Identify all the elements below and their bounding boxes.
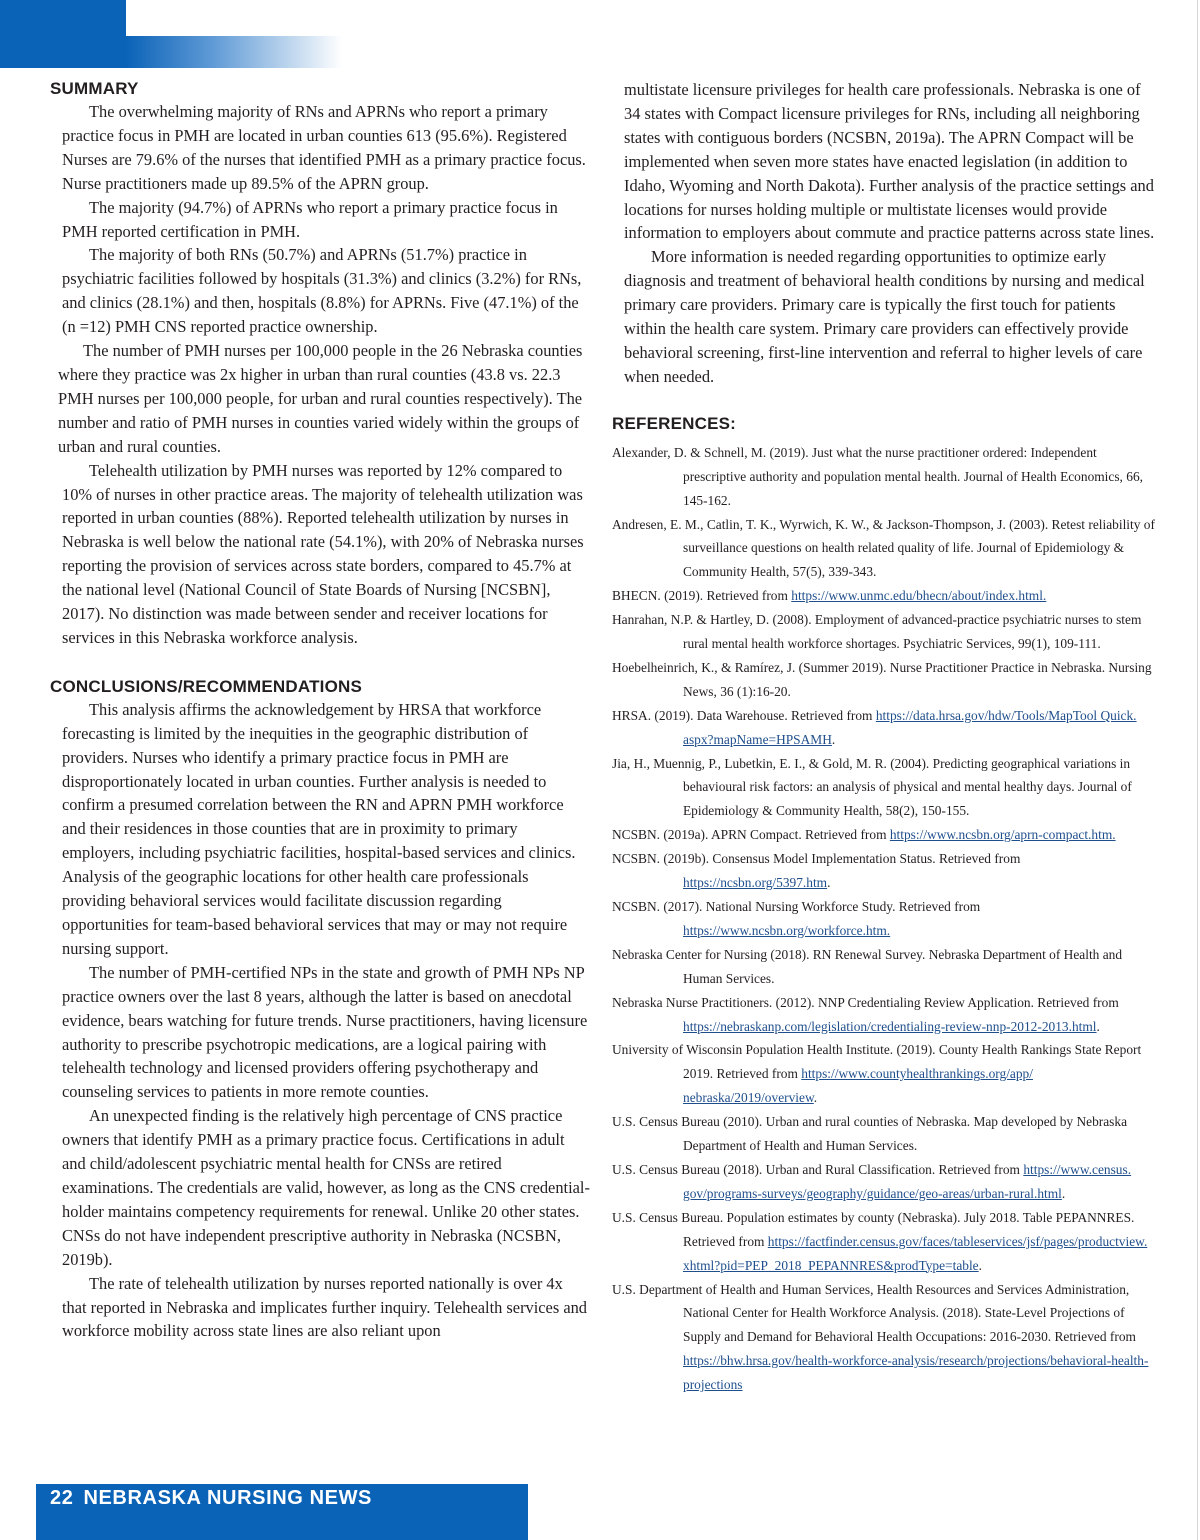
reference-item [612,1278,1157,1398]
reference-text: NCSBN. (2019b). Consensus Model Implementation Status. Retrieved from [612,851,1021,867]
conclusions-continued-paragraph: More information is needed regarding opportunities to optimize early diagnosis and treatment of behavioral health conditions by nursing and medical primary care providers. Primary care is typically the first touch for patients within the health care system. Primary care providers can effectively provide behavioral screening, first-line intervention and referral to higher levels of care when needed. [624,247,1145,386]
reference-item [612,584,1157,608]
conclusions-heading: CONCLUSIONS/RECOMMENDATIONS [50,676,363,696]
reference-text: U.S. Department of Health and Human Services, Health Resources and Services Administration, National Center for Health Workforce Analysis. (2018). State-Level Projections of Supply and Demand for Behavioral Health Occupations: 2016-2030. Retrieved from [612,1281,1136,1345]
reference-item [612,513,1157,585]
reference-link[interactable]: https://www.ncsbn.org/aprn-compact.htm. [889,827,1116,843]
reference-item [612,943,1157,991]
reference-text: Hanrahan, N.P. & Hartley, D. (2008). Employment of advanced-practice psychiatric nurses to stem rural mental health workforce shortages. Psychiatric Services, 99(1), 109-111. [612,612,1142,652]
reference-text: U.S. Census Bureau (2010). Urban and rural counties of Nebraska. Map developed by Nebraska Department of Health and Human Services. [612,1114,1128,1154]
reference-text: Nebraska Center for Nursing (2018). RN Renewal Survey. Nebraska Department of Health and Human Services. [612,946,1123,986]
reference-text: Hoebelheinrich, K., & Ramírez, J. (Summer 2019). Nurse Practitioner Practice in Nebraska. Nursing News, 36 (1):16-20. [612,659,1152,699]
reference-link[interactable]: https://www.unmc.edu/bhecn/about/index.html. [791,588,1047,604]
reference-item [612,608,1157,656]
reference-link[interactable]: https://nebraskanp.com/legislation/credentialing-review-nnp-2012-2013.html [683,1018,1097,1034]
reference-item [612,441,1157,513]
reference-link[interactable]: https://ncsbn.org/5397.htm [683,875,828,891]
reference-item [612,823,1157,847]
summary-paragraph: The overwhelming majority of RNs and APRNs who report a primary practice focus in PMH are located in urban counties 613 (95.6%). Registered Nurses are 79.6% of the nurses that identified PMH as a primary practice focus. Nurse practitioners made up 89.5% of the APRN group. [62,102,586,193]
conclusions-paragraph: The rate of telehealth utilization by nurses reported nationally is over 4x that reported in Nebraska and implicates further inquiry. Telehealth services and workforce mobility across state lines are also reliant upon [62,1273,587,1341]
reference-text: U.S. Census Bureau (2018). Urban and Rural Classification. Retrieved from [612,1161,1024,1177]
reference-text: Andresen, E. M., Catlin, T. K., Wyrwich, K. W., & Jackson-Thompson, J. (2003). Retest reliability of surveillance questions on health related quality of life. Journal of Epidemiology & Community Health, 57(5), 339-343. [612,516,1155,580]
reference-item [612,704,1157,752]
conclusions-paragraph: This analysis affirms the acknowledgement by HRSA that workforce forecasting is limited by the inequities in the geographic distribution of providers. Nurses who identify a primary practice focus in PMH are disproportionately located in urban counties. Further analysis is needed to confirm a presumed correlation between the RN and APRN PMH workforce and their residences in those counties that are in proximity to primary employers, including psychiatric facilities, hospital-based services and clinics. Analysis of the geographic locations for other health care professionals providing behavioral services would facilitate discussion regarding opportunities for team-based behavioral services that may or may not require nursing support. [62,699,576,958]
reference-item [612,656,1157,704]
reference-text: University of Wisconsin Population Health Institute. (2019). County Health Rankings State Report 2019. Retrieved from [612,1042,1142,1082]
reference-item [612,1206,1157,1278]
reference-item [612,1110,1157,1158]
reference-tail: . [1061,1185,1066,1201]
reference-item [612,752,1157,824]
summary-body [50,100,590,650]
conclusions-body [50,698,590,1343]
reference-link[interactable]: https://www.census. gov/programs-surveys/geography/guidance/geo-areas/urban-rural.html [683,1161,1132,1201]
right-column [612,78,1157,1397]
summary-paragraph: The number of PMH nurses per 100,000 people in the 26 Nebraska counties where they practice was 2x higher in urban than rural counties (43.8 vs. 22.3 PMH nurses per 100,000 people, for urban and rural counties respectively). The number and ratio of PMH nurses in counties varied widely within the groups of urban and rural counties. [58,341,583,456]
reference-link[interactable]: https://factfinder.census.gov/faces/tableservices/jsf/pages/productview. xhtml?pid=PEP_2018_PEPANNRES&prodType=table [683,1233,1148,1273]
references-list [612,441,1157,1397]
reference-text: Nebraska Nurse Practitioners. (2012). NNP Credentialing Review Application. Retrieved from [612,994,1119,1010]
header-gradient-bar [126,36,342,68]
reference-text: BHECN. (2019). Retrieved from [612,588,792,604]
conclusions-paragraph: An unexpected finding is the relatively high percentage of CNS practice owners that identify PMH as a primary practice focus. Certifications in adult and child/adolescent psychiatric mental health for CNSs are retired examinations. The credentials are valid, however, as long as the CNS credential-holder maintains competency requirements for renewal. Unlike 20 other states. CNSs do not have independent prescriptive authority in Nebraska (NCSBN, 2019b). [62,1106,590,1269]
page-number: 22 [50,1487,74,1509]
reference-item [612,991,1157,1039]
summary-paragraph: The majority of both RNs (50.7%) and APRNs (51.7%) practice in psychiatric facilities followed by hospitals (31.3%) and clinics (3.2%) for RNs, and clinics (28.1%) and then, hospitals (8.8%) for APRNs. Five (47.1%) of the (n =12) PMH CNS reported practice ownership. [62,245,582,337]
reference-item [612,1038,1157,1110]
reference-text: Jia, H., Muennig, P., Lubetkin, E. I., & Gold, M. R. (2004). Predicting geographical variations in behavioural risk factors: an analysis of physical and mental healthy days. Journal of Epidemiology & Community Health, 58(2), 150-155. [612,755,1132,819]
left-column [50,78,590,1343]
conclusions-continued-paragraph: multistate licensure privileges for health care professionals. Nebraska is one of 34 states with Compact licensure privileges for RNs, including all neighboring states with contiguous borders (NCSBN, 2019a). The APRN Compact will be implemented when seven more states have enacted legislation (in addition to Idaho, Wyoming and North Dakota). Further analysis of the practice settings and locations for nurses holding multiple or multistate licenses would provide information to employers about commute and practice patterns across state lines. [624,80,1155,243]
reference-tail: . [827,875,831,891]
summary-paragraph: Telehealth utilization by PMH nurses was reported by 12% compared to 10% of nurses in other practice areas. The majority of telehealth utilization was reported in urban counties (88%). Reported telehealth utilization by nurses in Nebraska is well below the national rate (54.1%), with 20% of Nebraska nurses reporting the provision of services across state borders, compared to 45.7% at the national level (National Council of State Boards of Nursing [NCSBN], 2017). No distinction was made between sender and receiver locations for services in this Nebraska workforce analysis. [62,460,584,647]
footer-label [50,1487,372,1510]
reference-text: NCSBN. (2017). National Nursing Workforce Study. Retrieved from [612,899,981,914]
reference-text: NCSBN. (2019a). APRN Compact. Retrieved from [612,827,890,843]
reference-item [612,847,1157,895]
reference-link[interactable]: https://bhw.hrsa.gov/health-workforce-analysis/research/projections/behavioral-health-projections [683,1353,1149,1393]
reference-tail: . [978,1257,982,1273]
reference-text: U.S. Census Bureau. Population estimates by county (Nebraska). July 2018. Table PEPANNRES. Retrieved from [612,1209,1135,1249]
summary-paragraph: The majority (94.7%) of APRNs who report a primary practice focus in PMH reported certification in PMH. [62,197,558,241]
conclusions-paragraph: The number of PMH-certified NPs in the state and growth of PMH NPs NP practice owners over the last 8 years, although the latter is based on anecdotal evidence, bears watching for future trends. Nurse practitioners, having licensure authority to prescribe psychotropic medications, are a logical pairing with telehealth technology and licensed providers offering psychotherapy and counseling services to patients in more remote counties. [62,962,588,1102]
reference-link[interactable]: https://data.hrsa.gov/hdw/Tools/MapTool Quick. aspx?mapName=HPSAMH [683,707,1137,747]
publication-name: NEBRASKA NURSING NEWS [83,1487,372,1509]
reference-link[interactable]: https://www.ncsbn.org/workforce.htm. [683,922,891,938]
reference-tail: . [1096,1018,1100,1034]
reference-link[interactable]: https://www.countyhealthrankings.org/app/ nebraska/2019/overview [683,1066,1033,1106]
reference-item [612,1158,1157,1206]
references-heading: REFERENCES: [612,413,737,433]
page-edge-rule [1197,0,1198,1540]
reference-text: Alexander, D. & Schnell, M. (2019). Just what the nurse practitioner ordered: Independent prescriptive authority and population mental health. Journal of Health Economics, 66, 145-162. [612,444,1143,508]
header-corner-block [0,0,126,68]
reference-tail: . [831,731,836,747]
reference-text: HRSA. (2019). Data Warehouse. Retrieved from [612,707,876,723]
reference-tail: . [813,1090,818,1106]
summary-heading: SUMMARY [50,79,139,98]
reference-item [612,895,1157,943]
